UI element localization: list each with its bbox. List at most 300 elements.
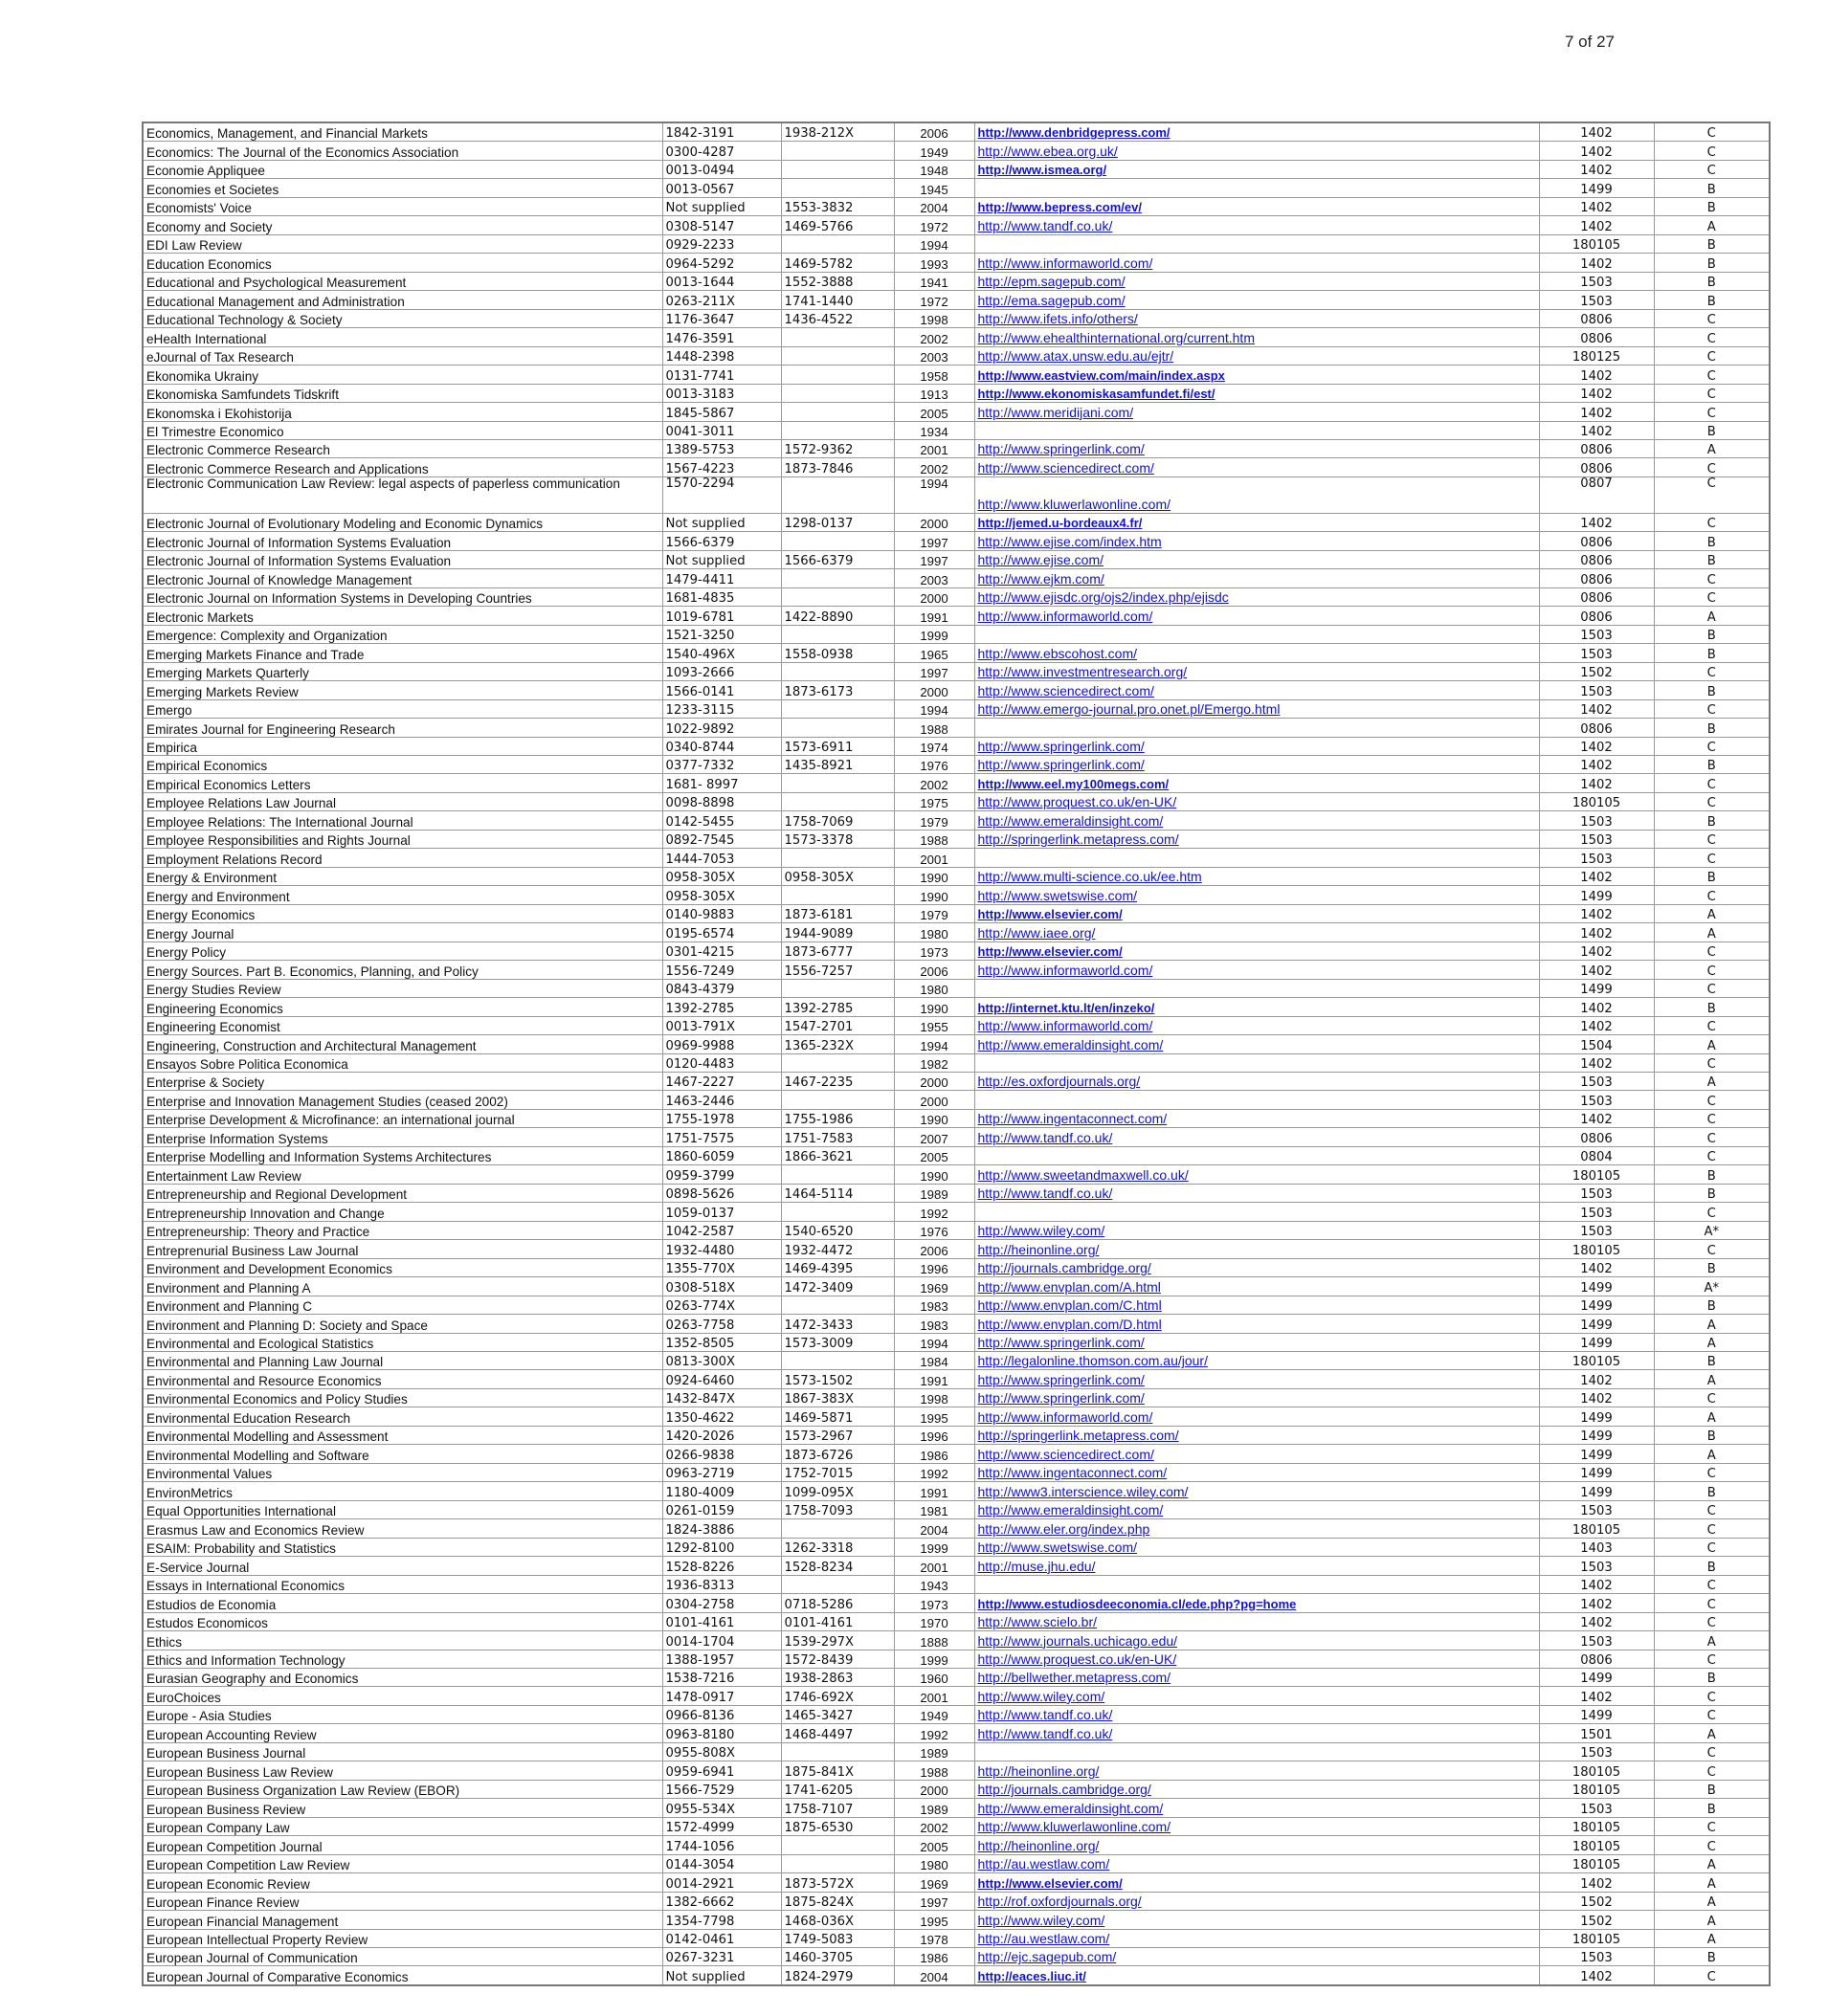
journal-link[interactable]: http://au.westlaw.com/ [977,1931,1110,1946]
table-row [143,719,1770,737]
journal-link[interactable]: http://www.springerlink.com/ [977,1335,1145,1350]
issn-online-cell: 1867-383X [781,1388,894,1407]
year-cell: 1986 [894,1948,974,1966]
year-cell: 1945 [894,179,974,197]
rank-cell: C [1654,513,1770,531]
journal-title-cell: EuroChoices [143,1687,662,1705]
url-cell [974,1594,1539,1612]
issn-print-cell: 1042-2587 [662,1221,781,1239]
year-cell: 2000 [894,587,974,606]
issn-print-cell: 1463-2446 [662,1091,781,1109]
journal-link[interactable]: http://rof.oxfordjournals.org/ [977,1894,1142,1910]
table-row [143,1836,1770,1854]
issn-print-cell: 1479-4411 [662,569,781,587]
journal-link[interactable]: http://es.oxfordjournals.org/ [977,1074,1141,1090]
year-cell: 2007 [894,1128,974,1146]
year-cell: 1972 [894,291,974,309]
url-cell [974,142,1539,160]
journal-title-cell: European Business Law Review [143,1761,662,1780]
rank-cell: C [1654,476,1770,513]
journal-link[interactable]: http://www.kluwerlawonline.com/ [977,1819,1171,1835]
journal-title-cell: Electronic Journal of Knowledge Management [143,569,662,587]
issn-print-cell: 1936-8313 [662,1575,781,1593]
year-cell: 1993 [894,254,974,272]
field-code-cell: 1402 [1539,1258,1654,1276]
issn-online-cell: 1298-0137 [781,513,894,531]
rank-cell: C [1654,1966,1770,1985]
issn-print-cell: 1093-2666 [662,662,781,680]
issn-online-cell: 1866-3621 [781,1146,894,1164]
table-row [143,961,1770,979]
url-cell [974,886,1539,904]
table-row [143,811,1770,830]
rank-cell: C [1654,1240,1770,1258]
journal-title-cell: Ekonomika Ukrainy [143,366,662,384]
issn-print-cell: 1572-4999 [662,1817,781,1835]
issn-print-cell: 0131-7741 [662,366,781,384]
url-cell [974,1315,1539,1333]
year-cell: 1988 [894,830,974,848]
url-cell [974,1296,1539,1314]
url-cell [974,979,1539,997]
journal-link[interactable]: http://www.sciencedirect.com/ [977,459,1154,476]
rank-cell: A [1654,1873,1770,1892]
issn-online-cell: 1944-9089 [781,923,894,942]
journal-link[interactable]: http://au.westlaw.com/ [977,1856,1110,1872]
journal-title-cell: Emergence: Complexity and Organization [143,625,662,643]
issn-print-cell: 0304-2758 [662,1594,781,1612]
rank-cell: C [1654,979,1770,997]
journal-title-cell: Essays in International Economics [143,1575,662,1593]
year-cell: 1941 [894,272,974,290]
rank-cell: B [1654,1780,1770,1798]
journal-link[interactable]: http://www.ejisdc.org/ojs2/index.php/ejisdc [977,589,1229,606]
rank-cell: C [1654,1538,1770,1556]
journal-link[interactable]: http://www.informaworld.com/ [977,255,1153,271]
rank-cell: B [1654,1799,1770,1817]
issn-print-cell: 0377-7332 [662,756,781,774]
issn-online-cell: 1469-5766 [781,216,894,234]
journal-link[interactable]: http://www.tandf.co.uk/ [977,1129,1113,1145]
journal-title-cell: Engineering, Construction and Architectural Management [143,1035,662,1053]
journal-link[interactable]: http://www.informaworld.com/ [977,608,1153,624]
issn-online-cell [781,476,894,513]
journal-link[interactable]: http://www.envplan.com/C.html [977,1297,1162,1314]
issn-print-cell: 1382-6662 [662,1892,781,1910]
rank-cell: C [1654,1053,1770,1072]
field-code-cell: 1499 [1539,1445,1654,1463]
field-code-cell: 1402 [1539,1053,1654,1072]
issn-online-cell [781,587,894,606]
journal-title-cell: Environmental Economics and Policy Studies [143,1388,662,1407]
journal-link[interactable]: http://www.bepress.com/ev/ [977,200,1142,215]
journal-title-cell: Enterprise Development & Microfinance: an international journal [143,1109,662,1127]
year-cell: 1991 [894,1482,974,1500]
journal-link[interactable]: http://www.eel.my100megs.com/ [977,776,1170,791]
journal-link[interactable]: http://heinonline.org/ [977,1241,1100,1257]
journal-link[interactable]: http://www.emeraldinsight.com/ [977,812,1164,829]
year-cell: 1988 [894,719,974,737]
rank-cell: B [1654,272,1770,290]
issn-online-cell: 1558-0938 [781,644,894,662]
field-code-cell: 180105 [1539,1817,1654,1835]
issn-online-cell: 1758-7107 [781,1799,894,1817]
journal-link[interactable]: http://www.elsevier.com/ [977,944,1123,960]
journal-link[interactable]: http://journals.cambridge.org/ [977,1782,1151,1798]
journal-title-cell: eHealth International [143,328,662,346]
year-cell: 1991 [894,1370,974,1388]
issn-print-cell: 0140-9883 [662,904,781,922]
issn-online-cell: 1262-3318 [781,1538,894,1556]
journal-title-cell: Enterprise & Society [143,1072,662,1090]
url-cell [974,254,1539,272]
journal-link[interactable]: http://www.investmentresearch.org/ [977,664,1188,680]
field-code-cell: 180125 [1539,346,1654,365]
table-row [143,1482,1770,1500]
field-code-cell: 1503 [1539,849,1654,867]
year-cell: 1999 [894,1538,974,1556]
journal-link[interactable]: http://www.elsevier.com/ [977,1875,1123,1891]
journal-link[interactable]: http://www.ejkm.com/ [977,570,1104,587]
journal-link[interactable]: http://www.elsevier.com/ [977,907,1123,922]
issn-online-cell: 1873-6173 [781,681,894,699]
issn-print-cell: 0261-0159 [662,1500,781,1518]
journal-link[interactable]: http://www.ebscohost.com/ [977,645,1138,661]
journal-title-cell: Electronic Journal of Information Systems Evaluation [143,550,662,568]
year-cell: 2000 [894,1072,974,1090]
rank-cell: B [1654,1258,1770,1276]
journal-link[interactable]: http://www.emeraldinsight.com/ [977,1502,1164,1518]
journal-link[interactable]: http://www.journals.uchicago.edu/ [977,1632,1178,1649]
journal-link[interactable]: http://www.ifets.info/others/ [977,311,1138,327]
journal-link[interactable]: http://www.wiley.com/ [977,1223,1105,1239]
journal-link[interactable]: http://www.proquest.co.uk/en-UK/ [977,1650,1177,1667]
journal-link[interactable]: http://www.swetswise.com/ [977,887,1137,903]
journal-link[interactable]: http://heinonline.org/ [977,1762,1100,1779]
url-cell [974,328,1539,346]
issn-print-cell: Not supplied [662,197,781,215]
journal-link[interactable]: http://www.tandf.co.uk/ [977,217,1113,233]
journal-table [142,122,1771,1986]
journal-link[interactable]: http://www.denbridgepress.com/ [977,125,1170,141]
journal-link[interactable]: http://www.ehealthinternational.org/current.htm [977,329,1255,345]
journal-title-cell: ESAIM: Probability and Statistics [143,1538,662,1556]
journal-title-cell: Educational Technology & Society [143,309,662,327]
journal-link[interactable]: http://journals.cambridge.org/ [977,1260,1151,1276]
journal-link[interactable]: http://www.atax.unsw.edu.au/ejtr/ [977,348,1174,365]
field-code-cell: 180105 [1539,1165,1654,1184]
field-code-cell: 1402 [1539,142,1654,160]
issn-online-cell [781,1091,894,1109]
issn-online-cell: 1539-297X [781,1631,894,1650]
journal-title-cell: European Business Review [143,1799,662,1817]
table-row [143,644,1770,662]
url-cell [974,1184,1539,1202]
url-cell [974,439,1539,457]
journal-link[interactable]: http://heinonline.org/ [977,1837,1100,1853]
field-code-cell: 1499 [1539,179,1654,197]
url-cell [974,756,1539,774]
table-row [143,1165,1770,1184]
journal-link[interactable]: http://epm.sagepub.com/ [977,274,1126,290]
table-row [143,1463,1770,1481]
journal-link[interactable]: http://www.emeraldinsight.com/ [977,1800,1164,1816]
year-cell: 1965 [894,644,974,662]
issn-online-cell: 1755-1986 [781,1109,894,1127]
journal-title-cell: Energy Journal [143,923,662,942]
table-row [143,1519,1770,1538]
field-code-cell: 180105 [1539,1854,1654,1872]
rank-cell: B [1654,291,1770,309]
issn-online-cell: 0101-4161 [781,1612,894,1630]
table-row [143,681,1770,699]
journal-link[interactable]: http://www.wiley.com/ [977,1688,1105,1704]
journal-link[interactable]: http://www.ekonomiskasamfundet.fi/est/ [977,387,1215,402]
field-code-cell: 1499 [1539,1333,1654,1351]
journal-link[interactable]: http://www.iaee.org/ [977,924,1096,941]
journal-link[interactable]: http://www.informaworld.com/ [977,962,1153,978]
journal-link[interactable]: http://www.informaworld.com/ [977,1408,1153,1425]
journal-link[interactable]: http://www.springerlink.com/ [977,739,1145,754]
journal-title-cell: Economics, Management, and Financial Markets [143,122,662,142]
issn-print-cell: 0098-8898 [662,792,781,810]
issn-online-cell [781,346,894,365]
issn-print-cell: 1444-7053 [662,849,781,867]
journal-link[interactable]: http://www.emeraldinsight.com/ [977,1036,1164,1052]
url-cell [974,1445,1539,1463]
field-code-cell: 1499 [1539,1296,1654,1314]
issn-online-cell: 1540-6520 [781,1221,894,1239]
table-row [143,774,1770,792]
journal-link[interactable]: http://springerlink.metapress.com/ [977,831,1179,848]
url-cell [974,366,1539,384]
field-code-cell: 1503 [1539,272,1654,290]
rank-cell: B [1654,234,1770,253]
journal-link[interactable]: http://ejc.sagepub.com/ [977,1949,1117,1965]
field-code-cell: 1402 [1539,737,1654,755]
url-cell [974,1761,1539,1780]
journal-link[interactable]: http://www.ebea.org.uk/ [977,143,1118,159]
rank-cell: C [1654,1091,1770,1109]
url-cell [974,923,1539,942]
rank-cell: C [1654,366,1770,384]
journal-link[interactable]: http://www.tandf.co.uk/ [977,1707,1113,1723]
year-cell: 1986 [894,1445,974,1463]
table-row [143,886,1770,904]
url-cell [974,719,1539,737]
journal-link[interactable]: http://www.sciencedirect.com/ [977,1446,1154,1462]
journal-link[interactable]: http://www.ejise.com/index.htm [977,533,1162,549]
year-cell: 1994 [894,476,974,513]
field-code-cell: 0806 [1539,587,1654,606]
journal-title-cell: Economy and Society [143,216,662,234]
journal-link[interactable]: http://www.envplan.com/A.html [977,1278,1161,1295]
journal-link[interactable]: http://www.kluwerlawonline.com/ [977,496,1171,512]
journal-link[interactable]: http://eaces.liuc.it/ [977,1968,1086,1983]
journal-title-cell: Economists' Voice [143,197,662,215]
journal-link[interactable]: http://ema.sagepub.com/ [977,292,1126,308]
table-row [143,384,1770,402]
journal-link[interactable]: http://legalonline.thomson.com.au/jour/ [977,1353,1208,1369]
issn-print-cell: 1540-496X [662,644,781,662]
table-row [143,662,1770,680]
issn-online-cell: 1752-7015 [781,1463,894,1481]
journal-link[interactable]: http://www.tandf.co.uk/ [977,1185,1113,1202]
journal-link[interactable]: http://www.swetswise.com/ [977,1540,1137,1556]
url-cell [974,1650,1539,1668]
issn-print-cell: 0267-3231 [662,1948,781,1966]
issn-print-cell: 0340-8744 [662,737,781,755]
journal-link[interactable]: http://muse.jhu.edu/ [977,1558,1096,1574]
journal-link[interactable]: http://www.sciencedirect.com/ [977,682,1154,698]
year-cell: 1989 [894,1799,974,1817]
rank-cell: B [1654,179,1770,197]
url-cell [974,998,1539,1016]
url-cell [974,1258,1539,1276]
table-row [143,1650,1770,1668]
journal-link[interactable]: http://www.informaworld.com/ [977,1018,1153,1034]
table-row [143,1668,1770,1686]
journal-link[interactable]: http://bellwether.metapress.com/ [977,1670,1171,1686]
journal-link[interactable]: http://jemed.u-bordeaux4.fr/ [977,516,1143,531]
journal-link[interactable]: http://internet.ktu.lt/en/inzeko/ [977,1000,1155,1015]
issn-print-cell: 0301-4215 [662,942,781,960]
journal-link[interactable]: http://www.tandf.co.uk/ [977,1725,1113,1741]
journal-link[interactable]: http://www.springerlink.com/ [977,441,1145,457]
journal-title-cell: Environment and Planning C [143,1296,662,1314]
issn-online-cell: 1436-4522 [781,309,894,327]
rank-cell: B [1654,644,1770,662]
journal-title-cell: eJournal of Tax Research [143,346,662,365]
issn-print-cell: 0308-5147 [662,216,781,234]
year-cell: 1975 [894,792,974,810]
url-cell [974,1631,1539,1650]
year-cell: 1973 [894,1594,974,1612]
table-row [143,1594,1770,1612]
journal-title-cell: Entrepreneurship: Theory and Practice [143,1221,662,1239]
issn-print-cell: 1860-6059 [662,1146,781,1164]
table-row [143,1333,1770,1351]
issn-online-cell: 0958-305X [781,867,894,885]
journal-title-cell: EDI Law Review [143,234,662,253]
table-row [143,607,1770,625]
year-cell: 1969 [894,1277,974,1296]
table-row [143,1221,1770,1239]
year-cell: 2001 [894,1687,974,1705]
journal-link[interactable]: http://www.emergo-journal.pro.onet.pl/Emergo.html [977,701,1281,718]
url-cell [974,625,1539,643]
journal-link[interactable]: http://springerlink.metapress.com/ [977,1428,1179,1444]
field-code-cell: 1402 [1539,942,1654,960]
url-cell [974,1426,1539,1444]
journal-link[interactable]: http://www.scielo.br/ [977,1614,1097,1630]
issn-online-cell [781,366,894,384]
journal-link[interactable]: http://www.wiley.com/ [977,1912,1105,1928]
journal-link[interactable]: http://www.springerlink.com/ [977,1390,1145,1407]
issn-print-cell: 1566-0141 [662,681,781,699]
table-row [143,1146,1770,1164]
journal-title-cell: Emergo [143,699,662,718]
table-row [143,1016,1770,1034]
url-cell [974,1388,1539,1407]
issn-print-cell: 1389-5753 [662,439,781,457]
issn-online-cell [781,1165,894,1184]
journal-link[interactable]: http://www.springerlink.com/ [977,757,1145,773]
journal-link[interactable]: http://www.ingentaconnect.com/ [977,1465,1168,1481]
journal-link[interactable]: http://www.multi-science.co.uk/ee.htm [977,869,1202,885]
journal-title-cell: Environment and Development Economics [143,1258,662,1276]
url-cell [974,1817,1539,1835]
url-cell [974,122,1539,142]
table-row [143,587,1770,606]
field-code-cell: 180105 [1539,1780,1654,1798]
table-row [143,254,1770,272]
issn-online-cell: 1932-4472 [781,1240,894,1258]
journal-link[interactable]: http://www.springerlink.com/ [977,1371,1145,1387]
journal-link[interactable]: http://www.ejise.com/ [977,552,1103,568]
rank-cell: B [1654,1426,1770,1444]
url-cell [974,1724,1539,1742]
journal-title-cell: Electronic Markets [143,607,662,625]
table-row [143,1799,1770,1817]
journal-link[interactable]: http://www.meridijani.com/ [977,404,1134,420]
issn-print-cell: 1681- 8997 [662,774,781,792]
field-code-cell: 1502 [1539,1911,1654,1929]
journal-title-cell: Ensayos Sobre Politica Economica [143,1053,662,1072]
issn-online-cell [781,1854,894,1872]
field-code-cell: 0806 [1539,550,1654,568]
issn-print-cell: 1233-3115 [662,699,781,718]
url-cell [974,1072,1539,1090]
journal-link[interactable]: http://www.eler.org/index.php [977,1520,1150,1537]
rank-cell: B [1654,998,1770,1016]
journal-link[interactable]: http://www.estudiosdeeconomia.cl/ede.php?pg=home [977,1596,1297,1611]
year-cell: 1949 [894,1705,974,1723]
journal-link[interactable]: http://www.eastview.com/main/index.aspx [977,367,1225,383]
field-code-cell: 1503 [1539,1184,1654,1202]
issn-online-cell [781,1836,894,1854]
url-cell [974,942,1539,960]
journal-link[interactable]: http://www.envplan.com/D.html [977,1316,1162,1332]
field-code-cell: 1499 [1539,1668,1654,1686]
journal-link[interactable]: http://www.ismea.org/ [977,163,1107,178]
table-row [143,1705,1770,1723]
year-cell: 1980 [894,923,974,942]
issn-online-cell: 1468-4497 [781,1724,894,1742]
rank-cell: B [1654,867,1770,885]
rank-cell: B [1654,254,1770,272]
year-cell: 2002 [894,774,974,792]
journal-title-cell: Emerging Markets Review [143,681,662,699]
journal-link[interactable]: http://www.sweetandmaxwell.co.uk/ [977,1166,1189,1183]
url-cell [974,1277,1539,1296]
year-cell: 1981 [894,1500,974,1518]
journal-link[interactable]: http://www.ingentaconnect.com/ [977,1111,1168,1127]
url-cell [974,1911,1539,1929]
url-cell [974,197,1539,215]
rank-cell: A [1654,607,1770,625]
issn-online-cell: 1873-572X [781,1873,894,1892]
journal-title-cell: Environmental Modelling and Assessment [143,1426,662,1444]
year-cell: 2002 [894,1817,974,1835]
issn-print-cell: 0013-0567 [662,179,781,197]
issn-online-cell [781,792,894,810]
journal-link[interactable]: http://www.proquest.co.uk/en-UK/ [977,794,1177,810]
year-cell: 1994 [894,1035,974,1053]
url-cell [974,1705,1539,1723]
journal-link[interactable]: http://www3.interscience.wiley.com/ [977,1483,1189,1499]
rank-cell: A [1654,1724,1770,1742]
